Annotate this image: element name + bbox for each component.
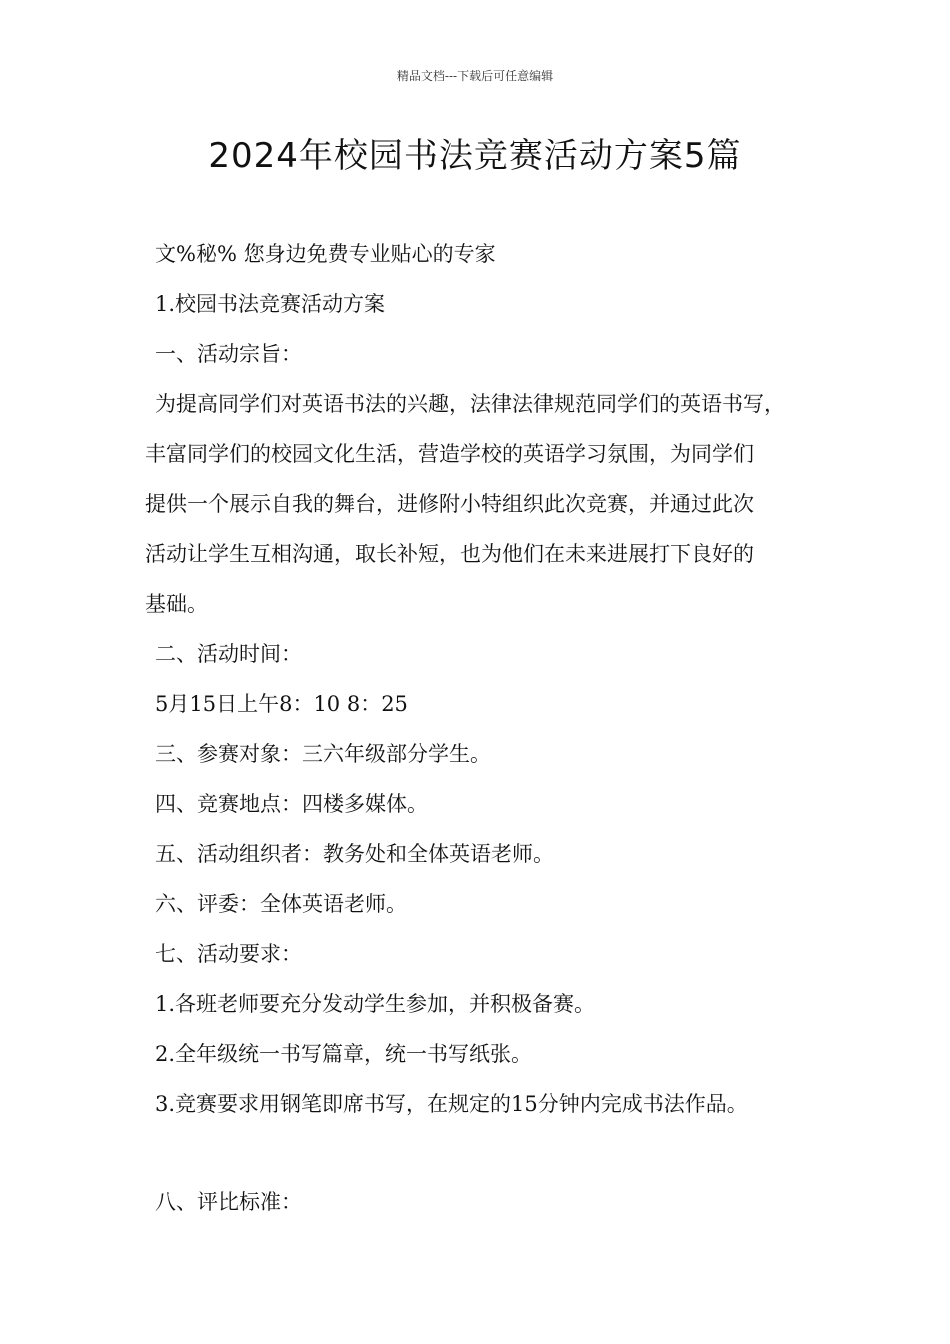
requirement-item: 2.全年级统一书写篇章，统一书写纸张。	[155, 1042, 533, 1066]
criteria-heading: 八、评比标准：	[155, 1190, 302, 1214]
requirement-item: 3.竞赛要求用钢笔即席书写，在规定的15分钟内完成书法作品。	[155, 1092, 748, 1116]
participants-line: 三、参赛对象：三六年级部分学生。	[155, 742, 491, 766]
requirement-item: 1.各班老师要充分发动学生参加，并积极备赛。	[155, 992, 596, 1016]
judges-line: 六、评委：全体英语老师。	[155, 892, 407, 916]
organizers-line: 五、活动组织者：教务处和全体英语老师。	[155, 842, 554, 866]
purpose-paragraph-line: 提供一个展示自我的舞台，进修附小特组织此次竞赛，并通过此次	[145, 492, 754, 516]
purpose-paragraph-line: 基础。	[145, 592, 208, 616]
slogan-line: 文%秘% 您身边免费专业贴心的专家	[155, 242, 496, 266]
time-value: 5月15日上午8：10 8：25	[155, 692, 408, 716]
purpose-paragraph-line: 为提高同学们对英语书法的兴趣，法律法律规范同学们的英语书写，	[155, 392, 785, 416]
document-title: 2024年校园书法竞赛活动方案5篇	[208, 136, 742, 176]
purpose-heading: 一、活动宗旨：	[155, 342, 302, 366]
page-header-note: 精品文档---下载后可任意编辑	[396, 69, 554, 83]
time-heading: 二、活动时间：	[155, 642, 302, 666]
venue-line: 四、竞赛地点：四楼多媒体。	[155, 792, 428, 816]
requirements-heading: 七、活动要求：	[155, 942, 302, 966]
purpose-paragraph-line: 丰富同学们的校园文化生活，营造学校的英语学习氛围，为同学们	[145, 442, 754, 466]
section-title: 1.校园书法竞赛活动方案	[155, 292, 386, 316]
purpose-paragraph-line: 活动让学生互相沟通，取长补短，也为他们在未来进展打下良好的	[145, 542, 754, 566]
